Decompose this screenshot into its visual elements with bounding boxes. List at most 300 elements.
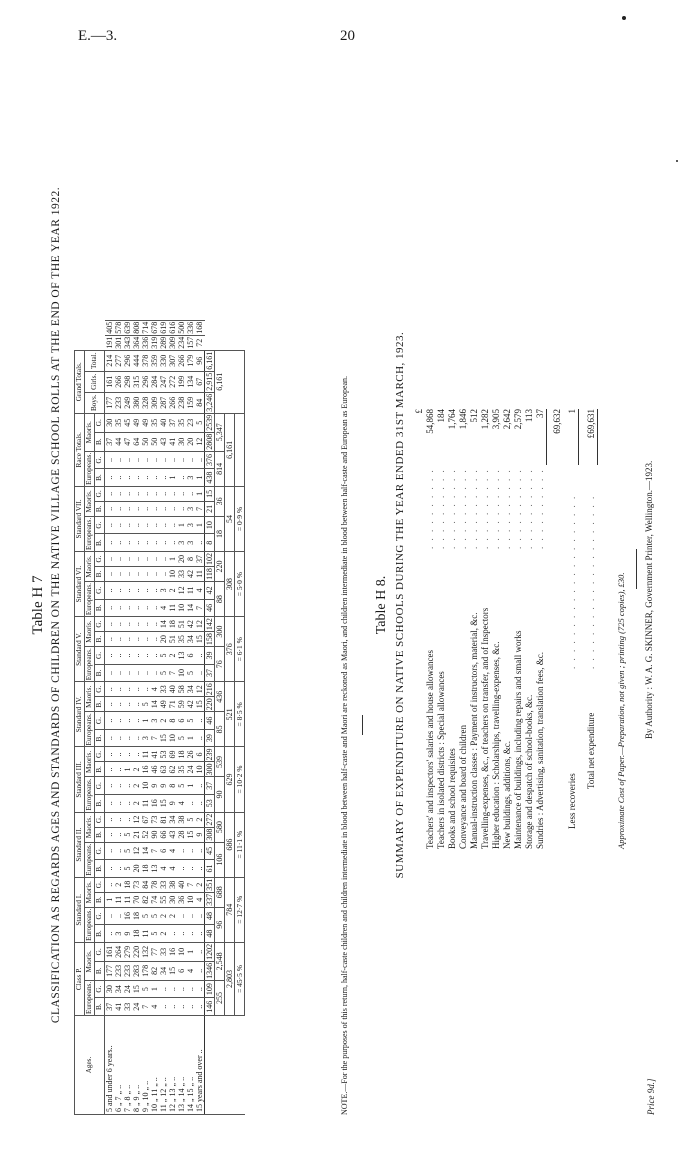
table-cell: 309 bbox=[168, 336, 177, 349]
table-cell: .. bbox=[141, 632, 150, 647]
table-cell: 67 bbox=[195, 371, 205, 392]
sex-header: B. bbox=[95, 632, 105, 647]
table-cell: 328 bbox=[141, 392, 150, 413]
table-cell: 619 bbox=[159, 321, 168, 334]
table-cell: .. bbox=[168, 516, 177, 534]
table-cell: .. bbox=[114, 451, 123, 469]
item-label: Teachers in isolated districts : Special allowances bbox=[436, 671, 446, 849]
table-cell: 14 bbox=[159, 617, 168, 632]
table-cell: 73 bbox=[132, 877, 141, 892]
table-row bbox=[141, 320, 150, 1114]
table-cell: .. bbox=[114, 827, 123, 842]
table-cell: 34 bbox=[186, 632, 195, 647]
table-cell: 82 bbox=[150, 961, 159, 980]
table-cell: 5 bbox=[141, 697, 150, 712]
subtotal-amount: 69,632 bbox=[552, 409, 562, 434]
table-cell: .. bbox=[141, 486, 150, 501]
table-cell: 5 bbox=[177, 777, 186, 795]
table-cell: 78 bbox=[150, 877, 159, 892]
percentage-cell: = 11·1 % bbox=[235, 812, 245, 877]
table-cell: 51 bbox=[168, 632, 177, 647]
item-label: Books and school requisites bbox=[447, 748, 457, 849]
table-cell: 11 bbox=[141, 925, 150, 943]
item-amount: 1,764 bbox=[447, 409, 457, 430]
table-cell: 33 bbox=[159, 942, 168, 961]
table-cell: .. bbox=[105, 617, 115, 632]
table-cell: 14 bbox=[141, 842, 150, 860]
table-cell: 14 bbox=[186, 599, 195, 617]
total-cell: 46 bbox=[205, 712, 215, 730]
standard-total-row bbox=[225, 320, 235, 1114]
item-label: Teachers' and inspectors' salaries and house allowances bbox=[425, 649, 435, 849]
table-cell: 3 bbox=[159, 582, 168, 600]
table-cell: 178 bbox=[141, 961, 150, 980]
expenditure-item bbox=[425, 409, 436, 849]
table-cell: 5 bbox=[186, 712, 195, 730]
sex-header: B. bbox=[95, 998, 105, 1016]
table-cell: .. bbox=[150, 599, 159, 617]
race-header: Maoris. bbox=[85, 747, 95, 777]
total-cell: 21 bbox=[205, 501, 215, 516]
race-subtotal-cell: 96 bbox=[215, 907, 225, 942]
sex-header: G. bbox=[95, 842, 105, 860]
leader-dots: . . . . . . . . . . . . . . . . . . . . . bbox=[586, 494, 596, 669]
table-cell: 49 bbox=[141, 413, 150, 432]
table-cell: .. bbox=[114, 552, 123, 567]
sex-header: G. bbox=[95, 413, 105, 432]
table-cell: 38 bbox=[168, 877, 177, 892]
age-label: 5 and under 6 years.. bbox=[105, 1016, 115, 1115]
race-header: Maoris. bbox=[85, 413, 95, 451]
total-cell: 438 bbox=[205, 469, 215, 487]
table-cell: 3 bbox=[150, 712, 159, 730]
item-label: Travelling-expenses, &c., of teachers on transfer, and of Inspectors bbox=[480, 607, 490, 849]
table-cell: .. bbox=[132, 567, 141, 582]
table-cell: 177 bbox=[105, 392, 115, 413]
table-cell: .. bbox=[132, 516, 141, 534]
table-cell: 62 bbox=[168, 762, 177, 777]
table-cell: 4 bbox=[195, 892, 205, 907]
table-cell: 13 bbox=[177, 647, 186, 665]
table-cell: 5 bbox=[123, 842, 132, 860]
h8-title: Table H 8. bbox=[374, 575, 389, 635]
table-cell: 3 bbox=[186, 516, 195, 534]
table-cell: .. bbox=[195, 795, 205, 813]
table-cell: .. bbox=[105, 860, 115, 878]
table-cell: 4 bbox=[159, 860, 168, 878]
table-cell: 13 bbox=[150, 860, 159, 878]
table-cell: 714 bbox=[141, 321, 150, 334]
item-label: Conveyance and board of children bbox=[458, 725, 468, 849]
table-cell: 33 bbox=[123, 998, 132, 1016]
table-cell: .. bbox=[123, 647, 132, 665]
table-cell: .. bbox=[114, 860, 123, 878]
rotated-page-content bbox=[26, 75, 666, 1135]
race-subtotal-cell: 539 bbox=[215, 747, 225, 777]
total-cell: 8 bbox=[205, 534, 215, 552]
table-cell: .. bbox=[114, 664, 123, 682]
sex-header: G. bbox=[95, 582, 105, 600]
table-cell: .. bbox=[114, 486, 123, 501]
total-cell: 308 bbox=[205, 828, 214, 841]
standard-total-cell: 54 bbox=[225, 486, 235, 551]
grand-total-column-header: Boys. bbox=[85, 392, 105, 413]
table-cell: .. bbox=[177, 980, 186, 998]
table-cell: 2 bbox=[195, 812, 205, 827]
table-cell: 444 bbox=[132, 350, 141, 371]
table-cell: .. bbox=[123, 501, 132, 516]
table-cell: 132 bbox=[141, 942, 150, 961]
table-cell: 40 bbox=[159, 413, 168, 432]
table-cell: 55 bbox=[159, 892, 168, 907]
table-cell: .. bbox=[186, 860, 195, 878]
item-amount: 184 bbox=[436, 409, 446, 423]
table-cell: 287 bbox=[159, 392, 168, 413]
table-cell: 266 bbox=[168, 392, 177, 413]
table-cell: 5 bbox=[150, 925, 159, 943]
table-cell: .. bbox=[105, 877, 115, 892]
percentage-cell: = 45·5 % bbox=[235, 942, 245, 1015]
total-cell: 118 bbox=[205, 568, 214, 580]
table-cell: 84 bbox=[141, 877, 150, 892]
standard-total-cell: 376 bbox=[225, 617, 235, 682]
table-cell: 72 bbox=[195, 335, 205, 350]
table-cell: .. bbox=[141, 567, 150, 582]
race-header: Maoris. bbox=[85, 552, 95, 582]
column-group-header: Grand Totals. bbox=[75, 350, 85, 413]
table-cell: 40 bbox=[177, 877, 186, 892]
table-cell: 12 bbox=[132, 812, 141, 827]
table-cell: 45 bbox=[123, 413, 132, 432]
race-subtotal-cell: 580 bbox=[215, 812, 225, 842]
table-cell: 30 bbox=[177, 432, 186, 451]
table-cell: .. bbox=[195, 729, 205, 747]
table-cell: 678 bbox=[150, 321, 159, 334]
table-cell: 578 bbox=[114, 321, 123, 334]
table-cell: 5 bbox=[195, 413, 205, 432]
leader-dots: . . . . . . . . . . bbox=[535, 468, 545, 549]
table-cell: 233 bbox=[114, 392, 123, 413]
sex-header: B. bbox=[95, 729, 105, 747]
table-cell: 5 bbox=[186, 664, 195, 682]
total-amount: £69,631 bbox=[586, 409, 596, 439]
table-cell: .. bbox=[159, 469, 168, 487]
leader-dots: . . . . . . . . . . bbox=[458, 468, 468, 549]
race-subtotal-cell: 5,347 bbox=[215, 413, 225, 451]
table-cell: .. bbox=[132, 599, 141, 617]
table-cell: .. bbox=[159, 516, 168, 534]
table-cell: 24 bbox=[123, 980, 132, 998]
total-cell: 6,161 bbox=[205, 351, 214, 370]
table-cell: .. bbox=[177, 998, 186, 1016]
table-cell: .. bbox=[105, 632, 115, 647]
table-cell: 35 bbox=[177, 762, 186, 777]
table-cell: .. bbox=[168, 451, 177, 469]
age-label: 8 „ 9 „ .. bbox=[132, 1016, 141, 1115]
leader-dots: . . . . . . . . . . bbox=[447, 468, 457, 549]
table-cell: 73 bbox=[150, 812, 159, 827]
race-header: Europeans. bbox=[85, 908, 93, 941]
table-cell: .. bbox=[195, 998, 205, 1016]
table-cell: 2 bbox=[159, 712, 168, 730]
table-cell: .. bbox=[150, 486, 159, 501]
table-cell: 12 bbox=[195, 432, 205, 451]
table-cell: 279 bbox=[123, 942, 132, 961]
table-cell: 336 bbox=[186, 321, 195, 334]
table-cell: 74 bbox=[150, 892, 159, 907]
table-cell: 24 bbox=[132, 998, 141, 1016]
standard-total-cell: 629 bbox=[225, 747, 235, 812]
table-cell: 1 bbox=[195, 469, 205, 487]
table-cell: 4 bbox=[150, 998, 159, 1016]
table-cell: .. bbox=[123, 747, 132, 762]
table-cell: 23 bbox=[186, 413, 195, 432]
table-cell: .. bbox=[159, 998, 168, 1016]
table-cell: 1 bbox=[186, 942, 195, 961]
table-row bbox=[195, 320, 205, 1114]
table-cell: 66 bbox=[159, 827, 168, 842]
table-cell: .. bbox=[195, 451, 205, 469]
table-cell: 5 bbox=[159, 647, 168, 665]
table-cell: .. bbox=[132, 664, 141, 682]
grand-total-column-header: Total. bbox=[85, 350, 105, 371]
table-cell: 33 bbox=[159, 877, 168, 892]
table-cell: .. bbox=[150, 664, 159, 682]
table-cell: .. bbox=[141, 599, 150, 617]
race-subtotal-cell: 18 bbox=[215, 516, 225, 551]
expenditure-item bbox=[513, 409, 524, 849]
standard-total-cell: 784 bbox=[225, 877, 235, 942]
table-cell: 2 bbox=[195, 877, 205, 892]
table-cell: 2 bbox=[114, 877, 123, 892]
column-group-header: Standard V. bbox=[75, 617, 85, 682]
table-cell: 14 bbox=[150, 697, 159, 712]
table-cell: .. bbox=[168, 980, 177, 998]
ages-header: Ages. bbox=[75, 1016, 105, 1115]
recoveries-amount: 1 bbox=[567, 409, 577, 414]
table-cell: .. bbox=[105, 777, 115, 795]
table-cell: 157 bbox=[186, 336, 195, 349]
table-cell: 5 bbox=[177, 729, 186, 747]
table-cell: 10 bbox=[168, 567, 177, 582]
table-cell: 1 bbox=[186, 777, 195, 795]
table-cell: .. bbox=[105, 599, 115, 617]
table-cell: 7 bbox=[168, 664, 177, 682]
table-cell: .. bbox=[123, 682, 132, 697]
table-cell: .. bbox=[141, 582, 150, 600]
table-cell: 10 bbox=[177, 942, 186, 961]
table-cell: .. bbox=[105, 682, 115, 697]
table-cell: 69 bbox=[168, 747, 177, 762]
standard-total-cell: 2,803 bbox=[225, 942, 235, 1015]
table-cell: 11 bbox=[168, 599, 177, 617]
table-cell: 179 bbox=[186, 350, 195, 371]
table-cell: .. bbox=[105, 795, 115, 813]
table-cell: 191 bbox=[104, 336, 114, 349]
table-cell: 84 bbox=[195, 392, 205, 413]
leader-dots: . . . . . . . . . . bbox=[425, 468, 435, 549]
table-cell: 343 bbox=[123, 336, 132, 349]
table-cell: 11 bbox=[123, 892, 132, 907]
ink-dot bbox=[622, 16, 626, 20]
table-cell: 1 bbox=[150, 980, 159, 998]
table-cell: .. bbox=[114, 795, 123, 813]
table-cell: .. bbox=[105, 534, 115, 552]
table-cell: 52 bbox=[141, 827, 150, 842]
expenditure-item bbox=[502, 409, 513, 849]
total-cell: 48 bbox=[205, 907, 215, 925]
table-cell: .. bbox=[123, 777, 132, 795]
table-cell: .. bbox=[186, 842, 195, 860]
leader-dots: . . . . . . . . . . bbox=[524, 468, 534, 549]
total-cell: 300 bbox=[205, 763, 214, 776]
total-cell: 239 bbox=[205, 748, 214, 761]
total-cell: 45 bbox=[205, 842, 215, 860]
table-cell: 233 bbox=[123, 961, 132, 980]
table-cell: 50 bbox=[141, 432, 150, 451]
sex-header: G. bbox=[95, 682, 105, 697]
grand-total-column-header: Girls. bbox=[85, 371, 105, 392]
blank-cell bbox=[225, 1016, 235, 1115]
table-cell: .. bbox=[150, 534, 159, 552]
table-cell: 15 bbox=[132, 980, 141, 998]
table-cell: 6 bbox=[159, 842, 168, 860]
race-header: Maoris. bbox=[85, 486, 95, 516]
table-cell: .. bbox=[195, 647, 205, 665]
table-cell: 35 bbox=[177, 413, 186, 432]
table-cell: .. bbox=[159, 501, 168, 516]
leader-dots: . . . . . . . . . . bbox=[480, 468, 490, 549]
table-cell: 364 bbox=[132, 336, 141, 349]
table-cell: 7 bbox=[141, 998, 150, 1016]
standard-total-cell: 521 bbox=[225, 682, 235, 747]
table-cell: .. bbox=[159, 451, 168, 469]
total-cell: 158 bbox=[205, 633, 214, 646]
table-cell: 18 bbox=[132, 907, 141, 925]
item-amount: 1,282 bbox=[480, 409, 490, 430]
table-cell: 808 bbox=[132, 321, 141, 334]
table-cell: 4 bbox=[168, 860, 177, 878]
table-cell: 234 bbox=[177, 336, 186, 349]
table-cell: 336 bbox=[141, 336, 150, 349]
table-cell: 616 bbox=[168, 321, 177, 334]
sum-rule bbox=[578, 409, 579, 465]
sex-header: G. bbox=[95, 907, 105, 925]
sex-header: B. bbox=[95, 534, 105, 552]
h7-title: Table H 7 bbox=[30, 575, 46, 635]
table-cell: 1 bbox=[168, 469, 177, 487]
table-cell: .. bbox=[132, 501, 141, 516]
table-cell: 500 bbox=[177, 321, 186, 334]
blank-cell bbox=[235, 413, 245, 486]
column-group-header: Standard I. bbox=[75, 877, 85, 942]
table-cell: 67 bbox=[141, 812, 150, 827]
table-cell: 330 bbox=[159, 350, 168, 371]
sex-header: G. bbox=[95, 980, 105, 998]
race-subtotal-cell: 255 bbox=[215, 980, 225, 1015]
total-cell: 142 bbox=[205, 618, 214, 631]
table-cell: 359 bbox=[150, 350, 159, 371]
table-cell: 21 bbox=[132, 827, 141, 842]
table-cell: .. bbox=[168, 534, 177, 552]
table-cell: .. bbox=[177, 860, 186, 878]
table-cell: .. bbox=[195, 942, 205, 961]
table-cell: .. bbox=[132, 469, 141, 487]
table-cell: 77 bbox=[150, 942, 159, 961]
table-cell: .. bbox=[195, 961, 205, 980]
table-cell: 2 bbox=[168, 907, 177, 925]
table-cell: .. bbox=[141, 451, 150, 469]
sex-header: G. bbox=[95, 516, 105, 534]
total-cell: 216 bbox=[205, 683, 214, 696]
table-cell: .. bbox=[141, 516, 150, 534]
table-cell: .. bbox=[141, 552, 150, 567]
item-label: Maintenance of buildings, including repairs and small works bbox=[513, 630, 523, 849]
table-cell: 26 bbox=[186, 747, 195, 762]
table-row bbox=[114, 320, 123, 1114]
table-cell: .. bbox=[105, 469, 115, 487]
table-cell: 7 bbox=[150, 729, 159, 747]
sex-header: B. bbox=[95, 827, 105, 842]
table-row bbox=[105, 320, 115, 1114]
table-cell: 1 bbox=[195, 516, 205, 534]
table-cell: 15 bbox=[159, 795, 168, 813]
page-reference: E.—3. bbox=[78, 28, 118, 44]
recoveries-row bbox=[567, 409, 578, 849]
sex-header: B. bbox=[95, 961, 105, 980]
table-cell: .. bbox=[132, 451, 141, 469]
sex-header: G. bbox=[95, 617, 105, 632]
race-subtotal-cell: 814 bbox=[215, 451, 225, 486]
table-cell: 10 bbox=[168, 729, 177, 747]
race-header: Maoris. bbox=[85, 942, 95, 980]
table-cell: .. bbox=[114, 762, 123, 777]
sex-header: G. bbox=[95, 942, 105, 961]
table-cell: 277 bbox=[114, 350, 123, 371]
percentage-cell: = 0·9 % bbox=[235, 486, 245, 551]
table-cell: 266 bbox=[177, 350, 186, 371]
race-header: Europeans. bbox=[85, 583, 93, 616]
table-cell: 37 bbox=[105, 432, 115, 451]
table-cell: .. bbox=[105, 827, 115, 842]
table-cell: 8 bbox=[168, 777, 177, 795]
table-cell: .. bbox=[141, 617, 150, 632]
table-cell: 319 bbox=[150, 336, 159, 349]
race-subtotal-cell: 90 bbox=[215, 777, 225, 812]
leader-dots: . . . . . . . . . . . . . . . . . . . . . bbox=[567, 494, 577, 669]
table-cell: 6 bbox=[177, 961, 186, 980]
item-amount: 3,905 bbox=[491, 409, 501, 430]
table-cell: 41 bbox=[168, 432, 177, 451]
table-cell: .. bbox=[150, 451, 159, 469]
table-cell: 82 bbox=[141, 892, 150, 907]
table-cell: .. bbox=[105, 812, 115, 827]
table-cell: .. bbox=[159, 534, 168, 552]
table-cell: 7 bbox=[195, 501, 205, 516]
table-cell: 3 bbox=[186, 469, 195, 487]
table-cell: 3 bbox=[177, 534, 186, 552]
table-cell: 47 bbox=[123, 432, 132, 451]
age-label: 15 years and over .. bbox=[195, 1016, 205, 1115]
table-cell: .. bbox=[114, 907, 123, 925]
total-cell: 2808 bbox=[205, 433, 214, 450]
table-cell: 6 bbox=[195, 747, 205, 762]
table-cell: .. bbox=[141, 501, 150, 516]
table-cell: .. bbox=[132, 617, 141, 632]
sex-header: B. bbox=[95, 664, 105, 682]
table-cell: 30 bbox=[105, 413, 115, 432]
table-cell: 307 bbox=[168, 350, 177, 371]
